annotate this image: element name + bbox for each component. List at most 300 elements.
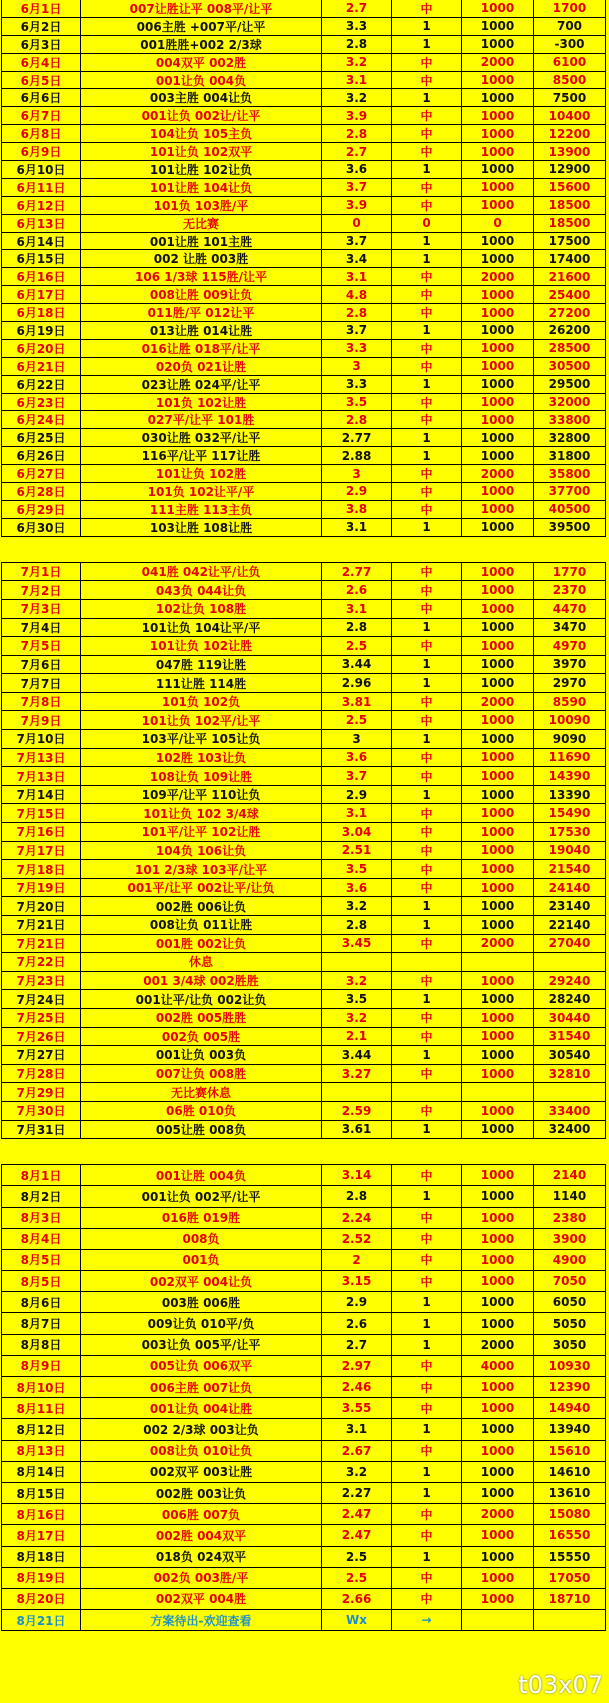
odds-cell: 3.44 <box>322 1046 392 1064</box>
result-cell: 中 <box>392 197 462 214</box>
balance-cell <box>534 1610 606 1630</box>
date-cell: 7月8日 <box>1 693 81 711</box>
balance-cell: 17400 <box>534 250 606 267</box>
result-cell: 1 <box>392 1292 462 1312</box>
table-row <box>1 215 606 233</box>
result-cell: 1 <box>392 656 462 674</box>
plan-cell: 043负 044让负 <box>81 581 322 599</box>
stake-cell: 2000 <box>462 1504 534 1524</box>
date-cell: 6月16日 <box>1 268 81 285</box>
table-row <box>1 1441 606 1462</box>
stake-cell: 1000 <box>462 179 534 196</box>
plan-cell: 001胜 002让负 <box>81 935 322 953</box>
plan-cell: 002负 005胜 <box>81 1028 322 1046</box>
table-row <box>1 1377 606 1398</box>
balance-cell: 2370 <box>534 581 606 599</box>
balance-cell: 5050 <box>534 1313 606 1333</box>
odds-cell: 3.7 <box>322 767 392 785</box>
result-cell: 中 <box>392 693 462 711</box>
result-cell: 中 <box>392 1504 462 1524</box>
odds-cell: 3.2 <box>322 972 392 990</box>
date-cell: 7月14日 <box>1 786 81 804</box>
stake-cell: 1000 <box>462 1229 534 1249</box>
result-cell: 中 <box>392 304 462 321</box>
stake-cell: 1000 <box>462 1313 534 1333</box>
stake-cell: 1000 <box>462 1250 534 1270</box>
balance-cell: 13900 <box>534 143 606 160</box>
odds-cell: 0 <box>322 215 392 232</box>
plan-cell: 006主胜 007让负 <box>81 1377 322 1397</box>
stake-cell: 1000 <box>462 1121 534 1139</box>
result-cell: 中 <box>392 1589 462 1609</box>
table-row <box>1 179 606 197</box>
stake-cell: 1000 <box>462 972 534 990</box>
odds-cell: 2.7 <box>322 1335 392 1355</box>
plan-cell: 106 1/3球 115胜/让平 <box>81 268 322 285</box>
balance-cell: 21600 <box>534 268 606 285</box>
table-row <box>1 1610 606 1631</box>
table-row <box>1 1547 606 1568</box>
result-cell: 中 <box>392 1009 462 1027</box>
table-row <box>1 1292 606 1313</box>
plan-cell: 方案待出-欢迎查看 <box>81 1610 322 1630</box>
stake-cell: 2000 <box>462 465 534 482</box>
table-row <box>1 1335 606 1356</box>
result-cell: 中 <box>392 501 462 518</box>
odds-cell: 3.7 <box>322 233 392 250</box>
result-cell: 中 <box>392 107 462 124</box>
date-cell: 6月24日 <box>1 411 81 428</box>
date-cell: 8月9日 <box>1 1356 81 1376</box>
stake-cell: 1000 <box>462 1292 534 1312</box>
plan-cell: 041胜 042让平/让负 <box>81 563 322 581</box>
table-row <box>1 1009 606 1028</box>
plan-cell: 008让负 011让胜 <box>81 916 322 934</box>
balance-cell: 6050 <box>534 1292 606 1312</box>
odds-cell: 3.9 <box>322 197 392 214</box>
stake-cell: 1000 <box>462 1165 534 1185</box>
balance-cell: 22140 <box>534 916 606 934</box>
plan-cell: 001负 <box>81 1250 322 1270</box>
stake-cell: 1000 <box>462 786 534 804</box>
odds-cell: 3.3 <box>322 340 392 357</box>
odds-cell: 2.5 <box>322 1547 392 1567</box>
result-cell: 中 <box>392 1441 462 1461</box>
table-row <box>1 501 606 519</box>
result-cell: 中 <box>392 1568 462 1588</box>
result-cell: 中 <box>392 1250 462 1270</box>
result-cell: 中 <box>392 125 462 142</box>
balance-cell: 37700 <box>534 483 606 500</box>
table-row <box>1 786 606 805</box>
date-cell: 7月30日 <box>1 1102 81 1120</box>
result-cell: 1 <box>392 1313 462 1333</box>
date-cell: 6月1日 <box>1 0 81 17</box>
result-cell: 1 <box>392 1046 462 1064</box>
plan-cell: 116平/让平 117让胜 <box>81 447 322 464</box>
balance-cell: 11690 <box>534 749 606 767</box>
stake-cell: 1000 <box>462 1483 534 1503</box>
plan-cell: 103平/让平 105让负 <box>81 730 322 748</box>
odds-cell: 3 <box>322 730 392 748</box>
plan-cell: 047胜 119让胜 <box>81 656 322 674</box>
odds-cell: 3.3 <box>322 18 392 35</box>
result-cell: 中 <box>392 842 462 860</box>
plan-cell: 101让胜 102让负 <box>81 161 322 178</box>
date-cell: 7月6日 <box>1 656 81 674</box>
date-cell: 6月2日 <box>1 18 81 35</box>
stake-cell <box>462 1083 534 1101</box>
odds-cell: 2.46 <box>322 1377 392 1397</box>
balance-cell: 3050 <box>534 1335 606 1355</box>
date-cell: 8月14日 <box>1 1462 81 1482</box>
result-cell: 1 <box>392 990 462 1008</box>
date-cell: 7月13日 <box>1 749 81 767</box>
result-cell: 1 <box>392 429 462 446</box>
odds-cell: 2.5 <box>322 637 392 655</box>
table-row <box>1 1525 606 1546</box>
date-cell: 6月6日 <box>1 89 81 106</box>
table-row <box>1 429 606 447</box>
plan-cell: 011胜/平 012让平 <box>81 304 322 321</box>
stake-cell: 1000 <box>462 1028 534 1046</box>
date-cell: 6月20日 <box>1 340 81 357</box>
odds-cell: 2.67 <box>322 1441 392 1461</box>
stake-cell: 1000 <box>462 1589 534 1609</box>
odds-cell: 3.2 <box>322 1009 392 1027</box>
result-cell: 中 <box>392 711 462 729</box>
plan-cell: 101让负 102让胜 <box>81 637 322 655</box>
odds-cell: 3.3 <box>322 376 392 393</box>
result-cell: 中 <box>392 143 462 160</box>
balance-cell: 9090 <box>534 730 606 748</box>
date-cell: 8月16日 <box>1 1504 81 1524</box>
plan-cell: 101让负 104让平/平 <box>81 619 322 637</box>
stake-cell: 1000 <box>462 1568 534 1588</box>
odds-cell: 3.1 <box>322 600 392 618</box>
stake-cell: 1000 <box>462 1065 534 1083</box>
date-cell: 8月7日 <box>1 1313 81 1333</box>
odds-cell: 2.8 <box>322 916 392 934</box>
odds-cell: 3.9 <box>322 107 392 124</box>
odds-cell: 3.15 <box>322 1271 392 1291</box>
date-cell: 7月28日 <box>1 1065 81 1083</box>
result-cell <box>392 1083 462 1101</box>
date-cell: 6月15日 <box>1 250 81 267</box>
table-row <box>1 1462 606 1483</box>
odds-cell: 2 <box>322 1250 392 1270</box>
odds-cell: 2.9 <box>322 786 392 804</box>
balance-cell: -300 <box>534 36 606 53</box>
result-cell: 1 <box>392 36 462 53</box>
odds-cell: 3.27 <box>322 1065 392 1083</box>
table-row <box>1 1250 606 1271</box>
stake-cell: 1000 <box>462 600 534 618</box>
plan-cell: 休息 <box>81 953 322 971</box>
result-cell: 1 <box>392 1419 462 1439</box>
odds-cell: 3.1 <box>322 519 392 536</box>
plan-cell: 103让胜 108让胜 <box>81 519 322 536</box>
date-cell: 7月13日 <box>1 767 81 785</box>
odds-cell: 3.5 <box>322 394 392 411</box>
balance-cell: 4900 <box>534 1250 606 1270</box>
plan-cell: 002双平 003让胜 <box>81 1462 322 1482</box>
table-row <box>1 1589 606 1610</box>
table-row <box>1 1028 606 1047</box>
result-cell: 中 <box>392 72 462 89</box>
result-cell: 中 <box>392 1271 462 1291</box>
stake-cell: 1000 <box>462 674 534 692</box>
balance-cell: 27040 <box>534 935 606 953</box>
stake-cell: 1000 <box>462 1046 534 1064</box>
balance-cell: 12390 <box>534 1377 606 1397</box>
odds-cell: 3.7 <box>322 179 392 196</box>
odds-cell: 2.7 <box>322 0 392 17</box>
table-row <box>1 72 606 90</box>
plan-cell: 006主胜 +007平/让平 <box>81 18 322 35</box>
plan-cell: 002负 003胜/平 <box>81 1568 322 1588</box>
result-cell: 1 <box>392 233 462 250</box>
result-cell: 中 <box>392 394 462 411</box>
odds-cell: 3.2 <box>322 1462 392 1482</box>
date-cell: 8月11日 <box>1 1398 81 1418</box>
plan-cell: 027平/让平 101胜 <box>81 411 322 428</box>
balance-cell: 13940 <box>534 1419 606 1439</box>
table-row <box>1 465 606 483</box>
date-cell: 6月23日 <box>1 394 81 411</box>
table-row <box>1 879 606 898</box>
date-cell: 7月21日 <box>1 916 81 934</box>
balance-cell: 7500 <box>534 89 606 106</box>
stake-cell: 1000 <box>462 233 534 250</box>
balance-cell: 32000 <box>534 394 606 411</box>
date-cell: 6月25日 <box>1 429 81 446</box>
table-row <box>1 804 606 823</box>
table-row <box>1 1504 606 1525</box>
result-cell: 1 <box>392 897 462 915</box>
stake-cell: 1000 <box>462 842 534 860</box>
balance-cell: 12200 <box>534 125 606 142</box>
plan-cell: 002胜 003让负 <box>81 1483 322 1503</box>
table-row <box>1 842 606 861</box>
table-row <box>1 1568 606 1589</box>
result-cell: 中 <box>392 804 462 822</box>
table-row <box>1 322 606 340</box>
odds-cell: 2.8 <box>322 125 392 142</box>
result-cell: 1 <box>392 1186 462 1206</box>
plan-cell: 109平/让平 110让负 <box>81 786 322 804</box>
table-row <box>1 125 606 143</box>
date-cell: 7月17日 <box>1 842 81 860</box>
stake-cell: 1000 <box>462 1208 534 1228</box>
table-row <box>1 394 606 412</box>
stake-cell: 1000 <box>462 767 534 785</box>
date-cell: 6月29日 <box>1 501 81 518</box>
plan-cell: 008让负 010让负 <box>81 1441 322 1461</box>
plan-cell: 001让负 004负 <box>81 72 322 89</box>
section-spacer <box>1 1139 606 1165</box>
result-cell: 中 <box>392 1356 462 1376</box>
odds-cell: 2.1 <box>322 1028 392 1046</box>
balance-cell: 8590 <box>534 693 606 711</box>
stake-cell <box>462 953 534 971</box>
result-cell: 中 <box>392 879 462 897</box>
result-cell <box>392 953 462 971</box>
table-row <box>1 1186 606 1207</box>
stake-cell: 1000 <box>462 619 534 637</box>
odds-cell: 4.8 <box>322 286 392 303</box>
result-cell: 1 <box>392 376 462 393</box>
table-row <box>1 674 606 693</box>
table-row <box>1 656 606 675</box>
balance-cell: 17500 <box>534 233 606 250</box>
plan-cell: 002双平 004让负 <box>81 1271 322 1291</box>
table-row <box>1 161 606 179</box>
stake-cell: 4000 <box>462 1356 534 1376</box>
odds-cell: 2.6 <box>322 581 392 599</box>
plan-cell: 101让负 102平/让平 <box>81 711 322 729</box>
balance-cell: 15490 <box>534 804 606 822</box>
plan-cell: 111主胜 113主负 <box>81 501 322 518</box>
date-cell: 7月4日 <box>1 619 81 637</box>
table-row <box>1 0 606 18</box>
plan-cell: 013让胜 014让胜 <box>81 322 322 339</box>
table-row <box>1 1483 606 1504</box>
odds-cell: 3.2 <box>322 89 392 106</box>
table-row <box>1 483 606 501</box>
stake-cell <box>462 1610 534 1630</box>
balance-cell: 2970 <box>534 674 606 692</box>
balance-cell: 700 <box>534 18 606 35</box>
odds-cell: 2.52 <box>322 1229 392 1249</box>
date-cell: 8月6日 <box>1 1292 81 1312</box>
plan-cell: 101负 103胜/平 <box>81 197 322 214</box>
date-cell: 7月21日 <box>1 935 81 953</box>
date-cell: 6月5日 <box>1 72 81 89</box>
stake-cell: 1000 <box>462 637 534 655</box>
odds-cell: 2.9 <box>322 1292 392 1312</box>
table-row <box>1 637 606 656</box>
balance-cell: 29240 <box>534 972 606 990</box>
date-cell: 8月17日 <box>1 1525 81 1545</box>
table-row <box>1 711 606 730</box>
result-cell: → <box>392 1610 462 1630</box>
odds-cell <box>322 1083 392 1101</box>
stake-cell: 1000 <box>462 1186 534 1206</box>
table-row <box>1 730 606 749</box>
date-cell: 6月14日 <box>1 233 81 250</box>
result-cell: 中 <box>392 411 462 428</box>
stake-cell: 1000 <box>462 519 534 536</box>
stake-cell: 1000 <box>462 749 534 767</box>
result-cell: 中 <box>392 1102 462 1120</box>
date-cell: 8月3日 <box>1 1208 81 1228</box>
odds-cell: 2.77 <box>322 429 392 446</box>
stake-cell: 0 <box>462 215 534 232</box>
balance-cell: 2380 <box>534 1208 606 1228</box>
date-cell: 6月28日 <box>1 483 81 500</box>
balance-cell: 16550 <box>534 1525 606 1545</box>
stake-cell: 1000 <box>462 143 534 160</box>
stake-cell: 1000 <box>462 1102 534 1120</box>
odds-cell: 2.8 <box>322 411 392 428</box>
result-cell: 1 <box>392 674 462 692</box>
odds-cell: 3.04 <box>322 823 392 841</box>
stake-cell: 2000 <box>462 1335 534 1355</box>
balance-cell: 32810 <box>534 1065 606 1083</box>
stake-cell: 1000 <box>462 322 534 339</box>
balance-cell: 31540 <box>534 1028 606 1046</box>
table-row <box>1 304 606 322</box>
odds-cell: 3.1 <box>322 72 392 89</box>
date-cell: 6月18日 <box>1 304 81 321</box>
odds-cell: 2.8 <box>322 36 392 53</box>
result-cell: 中 <box>392 54 462 71</box>
table-row <box>1 376 606 394</box>
odds-cell: Wx <box>322 1610 392 1630</box>
result-cell: 中 <box>392 1208 462 1228</box>
odds-cell: 3 <box>322 358 392 375</box>
table-row <box>1 1313 606 1334</box>
table-row <box>1 411 606 429</box>
stake-cell: 1000 <box>462 125 534 142</box>
table-row <box>1 823 606 842</box>
odds-cell: 3.4 <box>322 250 392 267</box>
date-cell: 6月19日 <box>1 322 81 339</box>
stake-cell: 1000 <box>462 563 534 581</box>
date-cell: 6月11日 <box>1 179 81 196</box>
balance-cell: 13610 <box>534 1483 606 1503</box>
date-cell: 8月8日 <box>1 1335 81 1355</box>
result-cell: 中 <box>392 935 462 953</box>
balance-cell: 30540 <box>534 1046 606 1064</box>
date-cell: 6月26日 <box>1 447 81 464</box>
date-cell: 6月30日 <box>1 519 81 536</box>
section-spacer <box>1 537 606 563</box>
balance-cell: 33800 <box>534 411 606 428</box>
odds-cell: 3.2 <box>322 54 392 71</box>
table-row <box>1 953 606 972</box>
date-cell: 6月12日 <box>1 197 81 214</box>
date-cell: 8月19日 <box>1 1568 81 1588</box>
balance-cell: 3470 <box>534 619 606 637</box>
plan-cell: 无比赛 <box>81 215 322 232</box>
odds-cell: 3.8 <box>322 501 392 518</box>
date-cell: 7月31日 <box>1 1121 81 1139</box>
stake-cell: 1000 <box>462 823 534 841</box>
stake-cell: 2000 <box>462 693 534 711</box>
stake-cell: 1000 <box>462 107 534 124</box>
balance-cell: 4470 <box>534 600 606 618</box>
balance-cell: 19040 <box>534 842 606 860</box>
balance-cell: 29500 <box>534 376 606 393</box>
stake-cell: 1000 <box>462 1419 534 1439</box>
plan-cell: 002双平 004胜 <box>81 1589 322 1609</box>
odds-cell: 2.7 <box>322 143 392 160</box>
plan-cell: 004双平 002胜 <box>81 54 322 71</box>
date-cell: 7月20日 <box>1 897 81 915</box>
balance-cell: 10090 <box>534 711 606 729</box>
odds-cell: 2.66 <box>322 1589 392 1609</box>
result-cell: 1 <box>392 730 462 748</box>
results-table <box>1 0 606 1631</box>
table-row <box>1 1065 606 1084</box>
table-row <box>1 1356 606 1377</box>
stake-cell: 1000 <box>462 1271 534 1291</box>
odds-cell: 3.5 <box>322 990 392 1008</box>
plan-cell: 003胜 006胜 <box>81 1292 322 1312</box>
balance-cell: 15610 <box>534 1441 606 1461</box>
